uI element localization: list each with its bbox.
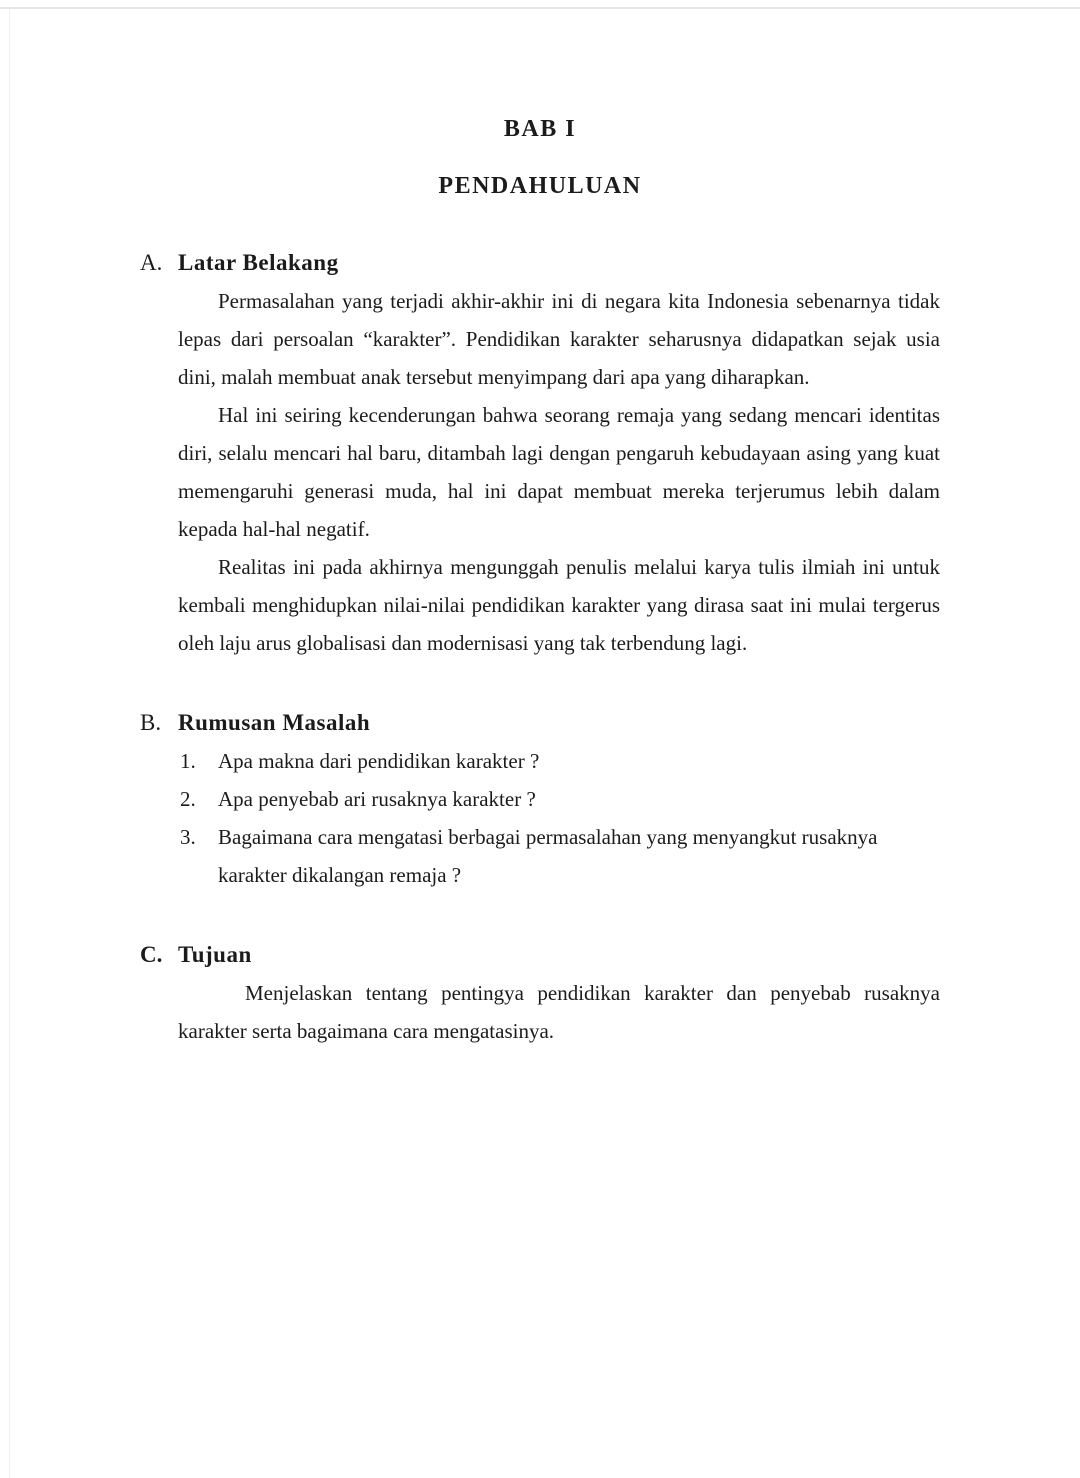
section-a-paragraph-1: Permasalahan yang terjadi akhir-akhir ini di negara kita Indonesia sebenarnya tidak lepas dari persoalan “karakter”. Pendidikan karakter seharusnya didapatkan sejak usia dini, malah membuat anak tersebut menyimpang dari apa yang diharapkan. — [178, 289, 940, 389]
section-c-title: Tujuan — [178, 942, 252, 967]
section-b-heading — [140, 704, 1080, 742]
section-a-letter: A. — [140, 250, 163, 275]
section-c-paragraph-1: Menjelaskan tentang pentingya pendidikan karakter dan penyebab rusaknya karakter serta bagaimana cara mengatasinya. — [178, 981, 940, 1043]
section-tujuan — [0, 936, 1080, 1050]
section-rumusan-masalah — [0, 704, 1080, 894]
section-a-paragraph-2: Hal ini seiring kecenderungan bahwa seorang remaja yang sedang mencari identitas diri, selalu mencari hal baru, ditambah lagi dengan pengaruh kebudayaan asing yang kuat memengaruhi generasi muda, hal ini dapat membuat mereka terjerumus lebih dalam kepada hal-hal negatif. — [178, 403, 940, 541]
chapter-title: BAB I — [503, 116, 577, 142]
section-c-letter: C. — [140, 942, 163, 967]
item-text: Apa penyebab ari rusaknya karakter ? — [218, 787, 536, 811]
scan-edge-left-line — [9, 9, 10, 1478]
section-a-heading — [140, 244, 1080, 282]
section-a-title: Latar Belakang — [178, 250, 339, 275]
chapter-subtitle: PENDAHULUAN — [438, 173, 642, 199]
section-c-heading — [140, 936, 1080, 974]
item-text: Bagaimana cara mengatasi berbagai permasalahan yang menyangkut rusaknya karakter dikalangan remaja ? — [218, 825, 878, 887]
scan-edge-top-line — [0, 7, 1080, 9]
section-b-letter: B. — [140, 710, 162, 735]
section-latar-belakang — [0, 244, 1080, 662]
section-b-title: Rumusan Masalah — [178, 710, 371, 735]
section-a-paragraph-3: Realitas ini pada akhirnya mengunggah penulis melalui karya tulis ilmiah ini untuk kembali menghidupkan nilai-nilai pendidikan karakter yang dirasa saat ini mulai tergerus oleh laju arus globalisasi dan modernisasi yang tak terbendung lagi. — [178, 555, 940, 655]
item-number: 1. — [180, 749, 196, 773]
item-number: 2. — [180, 787, 196, 811]
problem-statement-list — [180, 742, 940, 894]
item-text: Apa makna dari pendidikan karakter ? — [218, 749, 540, 773]
list-item — [180, 742, 940, 780]
list-item — [180, 780, 940, 818]
item-number: 3. — [180, 825, 196, 849]
list-item — [180, 818, 940, 894]
